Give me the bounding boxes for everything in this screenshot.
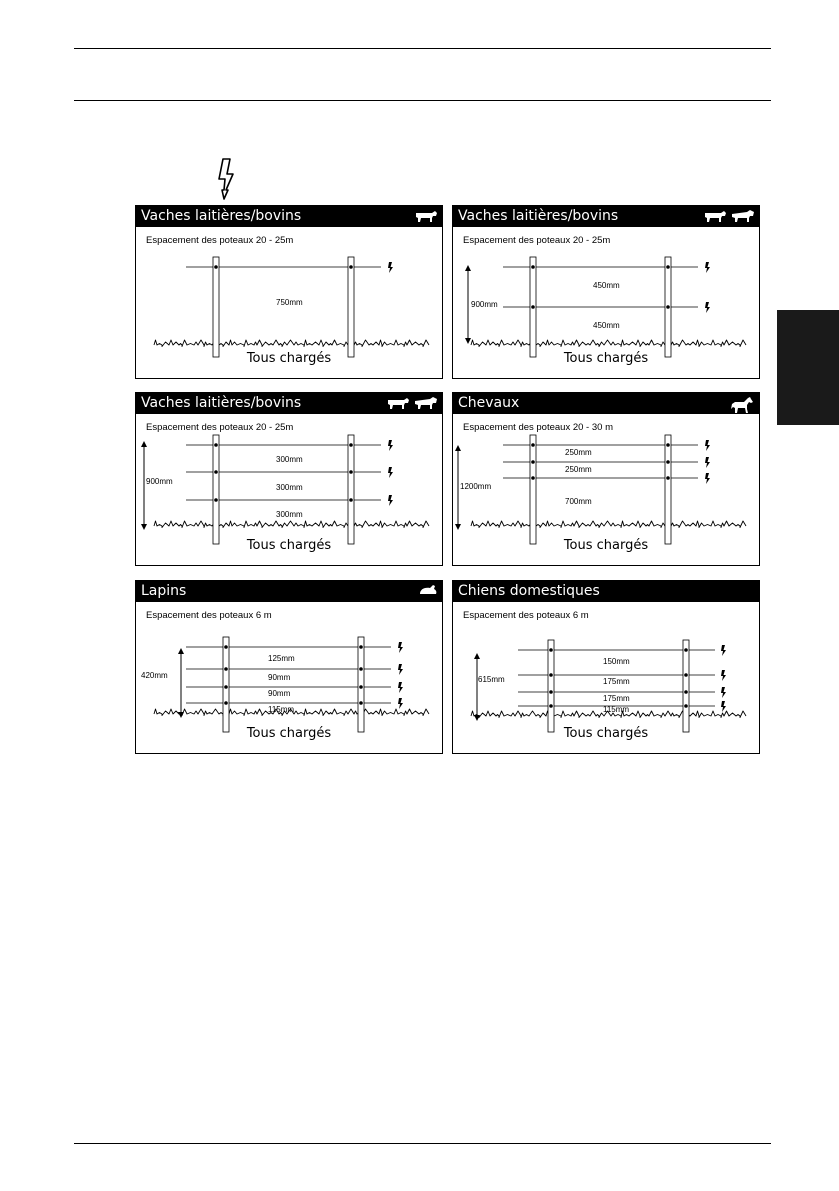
lightning-bolt-icon [705,440,710,451]
all-charged-label: Tous chargés [246,538,332,553]
panel-icons [703,209,755,224]
post-spacing-label: Espacement des poteaux 20 - 25m [463,235,611,246]
panel-title: Vaches laitières/bovins [141,395,302,411]
fence-post [665,435,671,544]
insulator-dot [549,648,553,652]
all-charged-label: Tous chargés [246,351,332,366]
header-rule [74,100,771,101]
all-charged-label: Tous chargés [563,351,649,366]
insulator-dot [531,305,535,309]
fence-post [530,435,536,544]
insulator-dot [349,498,353,502]
grass-line [154,521,429,528]
insulator-dot [684,704,688,708]
all-charged-label: Tous chargés [563,726,649,741]
lightning-bolt-icon [398,642,403,653]
fence-post [348,435,354,544]
lightning-bolt-icon [388,262,393,273]
lightning-bolt-icon [721,687,726,698]
measurement-label: 250mm [565,448,592,457]
total-height-label: 420mm [141,671,168,680]
all-charged-label: Tous chargés [563,538,649,553]
panel-icons [418,584,438,599]
insulator-dot [684,673,688,677]
total-height-label: 900mm [471,300,498,309]
grass-line [471,340,746,347]
measurement-label: 300mm [276,455,303,464]
fence-post [213,257,219,357]
panel-icons [414,209,438,224]
insulator-dot [549,673,553,677]
insulator-dot [531,443,535,447]
insulator-dot [349,470,353,474]
insulator-dot [531,265,535,269]
bull-icon [414,396,438,411]
insulator-dot [359,667,363,671]
measurement-label: 300mm [276,510,303,519]
insulator-dot [214,265,218,269]
panel-dairy-two-wire [452,205,760,379]
insulator-dot [531,460,535,464]
lightning-bolt-icon [705,457,710,468]
insulator-dot [666,443,670,447]
arrow-head-up [455,445,461,451]
insulator-dot [214,498,218,502]
panel-horses [452,392,760,566]
arrow-head-up [474,653,480,659]
post-spacing-label: Espacement des poteaux 6 m [463,610,589,621]
panel-title: Vaches laitières/bovins [141,208,302,224]
panel-header [136,581,442,602]
rabbit-icon [418,584,438,599]
cow-icon [414,209,438,224]
lightning-bolt-icon [398,698,403,709]
panel-header [453,393,759,414]
panel-dairy-three-wire [135,392,443,566]
measurement-label: 150mm [603,657,630,666]
measurement-label: 175mm [603,677,630,686]
insulator-dot [666,265,670,269]
lightning-bolt-icon [721,645,726,656]
measurement-label: 115mm [603,705,630,714]
panel-title: Lapins [141,583,187,599]
arrow-head-up [178,648,184,654]
measurement-label: 90mm [268,689,291,698]
panel-header [136,393,442,414]
lightning-bolt-icon [705,473,710,484]
insulator-dot [666,476,670,480]
cow-icon [386,396,410,411]
insulator-dot [666,460,670,464]
arrow-head-down [465,338,471,344]
fence-post [548,640,554,732]
total-height-label: 900mm [146,477,173,486]
section-tab [777,310,839,425]
measurement-label: 250mm [565,465,592,474]
panel-icons [386,396,438,411]
measurement-label: 450mm [593,321,620,330]
measurement-label: 750mm [276,298,303,307]
grass-line [154,340,429,347]
post-spacing-label: Espacement des poteaux 6 m [146,610,272,621]
arrow-head-down [141,524,147,530]
total-height-label: 1200mm [460,482,492,491]
lightning-bolt-icon [398,664,403,675]
panel-header [453,206,759,227]
lightning-bolt-icon [721,701,726,712]
lightning-bolt-icon [388,440,393,451]
arrow-head-down [178,712,184,718]
insulator-dot [224,685,228,689]
insulator-dot [359,701,363,705]
panel-dogs [452,580,760,754]
panel-header [453,581,759,602]
post-spacing-label: Espacement des poteaux 20 - 25m [146,422,294,433]
post-spacing-label: Espacement des poteaux 20 - 30 m [463,422,613,433]
lightning-bolt-icon [215,157,239,201]
measurement-label: 175mm [603,694,630,703]
insulator-dot [549,704,553,708]
grass-line [471,521,746,528]
insulator-dot [349,443,353,447]
arrow-head-down [455,524,461,530]
lightning-bolt-icon [398,682,403,693]
panel-icons [729,396,755,411]
measurement-label: 115mm [268,705,295,714]
insulator-dot [214,470,218,474]
lightning-bolt-icon [705,302,710,313]
insulator-dot [224,667,228,671]
panel-rabbits [135,580,443,754]
measurement-label: 700mm [565,497,592,506]
insulator-dot [359,645,363,649]
panel-title: Chevaux [458,395,520,411]
insulator-dot [224,701,228,705]
arrow-head-up [465,265,471,271]
insulator-dot [684,648,688,652]
panel-title: Vaches laitières/bovins [458,208,619,224]
insulator-dot [684,690,688,694]
arrow-head-down [474,715,480,721]
fence-post [223,637,229,732]
fence-post [348,257,354,357]
fence-post [213,435,219,544]
horse-icon [729,396,755,411]
insulator-dot [549,690,553,694]
panel-header [136,206,442,227]
lightning-bolt-icon [388,467,393,478]
arrow-head-up [141,441,147,447]
lightning-bolt-icon [705,262,710,273]
insulator-dot [359,685,363,689]
panel-dairy-single-wire [135,205,443,379]
measurement-label: 90mm [268,673,291,682]
measurement-label: 125mm [268,654,295,663]
fence-post [683,640,689,732]
post-spacing-label: Espacement des poteaux 20 - 25m [146,235,294,246]
fence-post [358,637,364,732]
measurement-label: 450mm [593,281,620,290]
insulator-dot [349,265,353,269]
top-rule [74,48,771,49]
insulator-dot [531,476,535,480]
insulator-dot [224,645,228,649]
bull-icon [731,209,755,224]
total-height-label: 615mm [478,675,505,684]
insulator-dot [666,305,670,309]
panel-title: Chiens domestiques [458,583,600,599]
cow-icon [703,209,727,224]
all-charged-label: Tous chargés [246,726,332,741]
insulator-dot [214,443,218,447]
lightning-bolt-icon [388,495,393,506]
measurement-label: 300mm [276,483,303,492]
footer-rule [74,1143,771,1144]
lightning-bolt-icon [721,670,726,681]
